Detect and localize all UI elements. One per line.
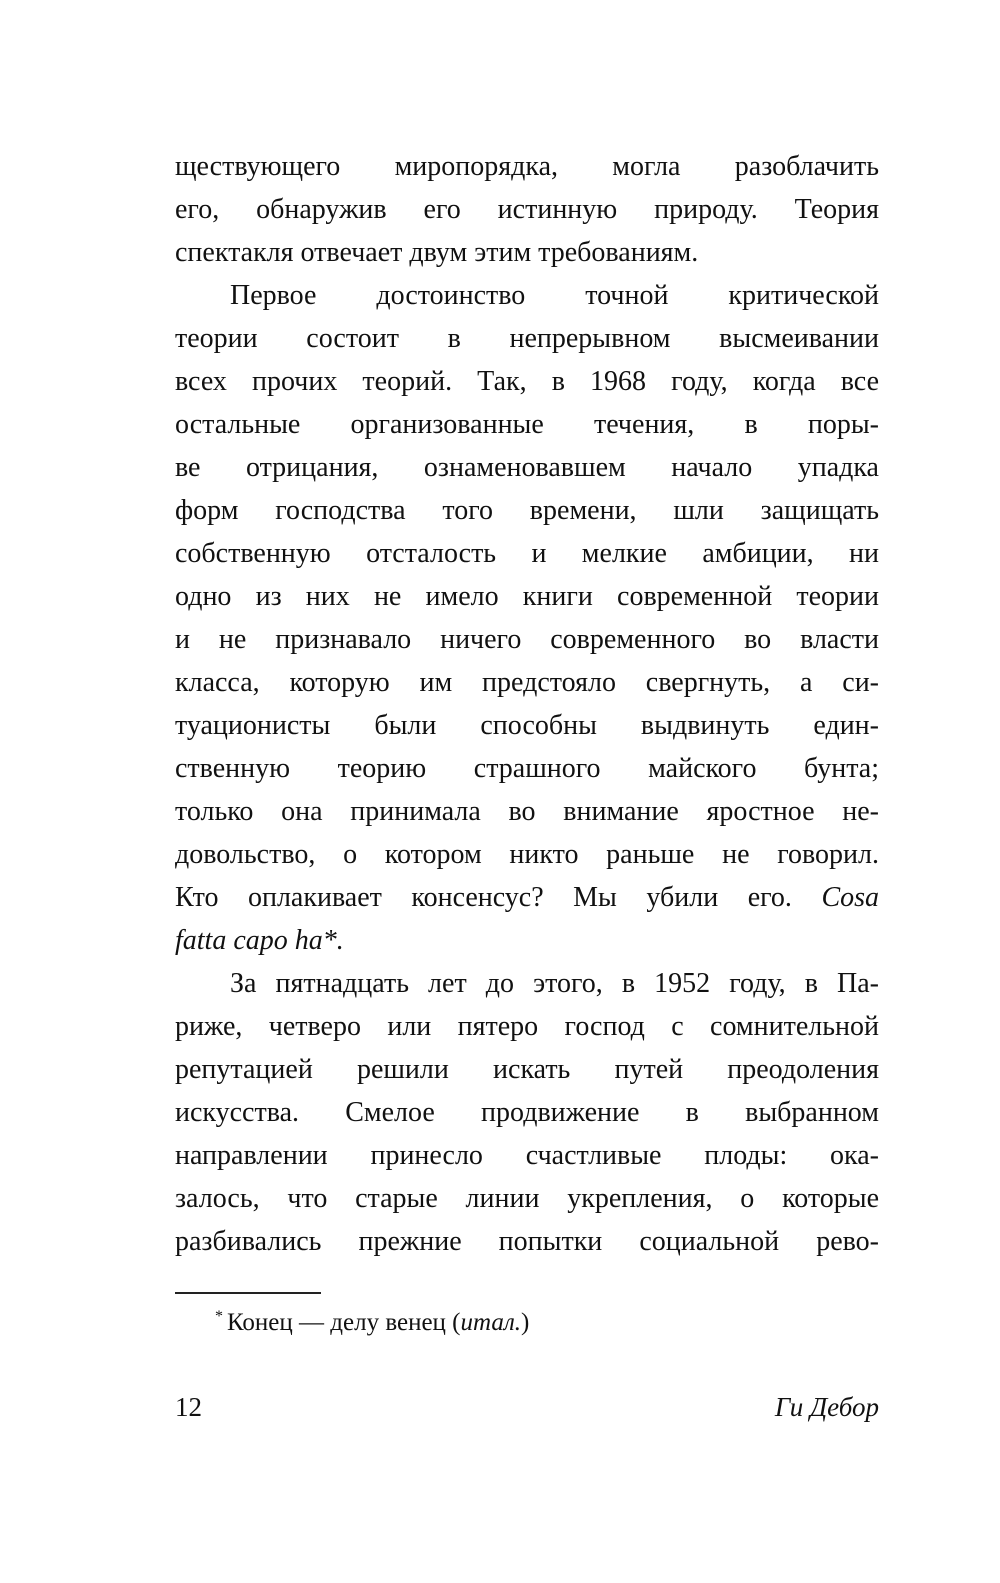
text-line: туационисты были способны выдвинуть един- bbox=[175, 710, 879, 741]
text-line: всех прочих теорий. Так, в 1968 году, когда все bbox=[175, 366, 879, 397]
footnote-marker: * bbox=[215, 1307, 223, 1325]
text-line: репутацией решили искать путей преодоления bbox=[175, 1054, 879, 1085]
text-line: риже, четверо или пятеро господ с сомнительной bbox=[175, 1011, 879, 1042]
text-line: собственную отсталость и мелкие амбиции, ни bbox=[175, 538, 879, 569]
text-line: искусства. Смелое продвижение в выбранном bbox=[175, 1097, 879, 1128]
footnote-source: итал. bbox=[460, 1309, 522, 1336]
text-line: его, обнаружив его истинную природу. Теория bbox=[175, 194, 879, 225]
footnote-divider bbox=[175, 1292, 321, 1294]
text-line: теории состоит в непрерывном высмеивании bbox=[175, 323, 879, 354]
footnote bbox=[175, 1306, 879, 1340]
text-line: класса, которую им предстояло свергнуть, а си- bbox=[175, 667, 879, 698]
running-author: Ги Дебор bbox=[774, 1392, 879, 1422]
text-line: ственную теорию страшного майского бунта; bbox=[175, 753, 879, 784]
text-line: остальные организованные течения, в поры- bbox=[175, 409, 879, 440]
text-line: только она принимала во внимание яростное не- bbox=[175, 796, 879, 827]
text-line: направлении принесло счастливые плоды: ока- bbox=[175, 1140, 879, 1171]
page-footer bbox=[175, 1392, 879, 1423]
text-line: залось, что старые линии укрепления, о которые bbox=[175, 1183, 879, 1214]
text-segment-italic: Cosa bbox=[821, 882, 880, 913]
footnote-text: Конец — делу венец ( bbox=[227, 1309, 461, 1336]
text-segment: Кто оплакивает консенсус? Мы убили его. bbox=[175, 882, 792, 913]
text-line: Первое достоинство точной критической bbox=[230, 280, 879, 311]
text-line: довольство, о котором никто раньше не говорил. bbox=[175, 839, 879, 870]
text-line bbox=[175, 876, 879, 919]
page-number: 12 bbox=[175, 1392, 202, 1422]
text-line: fatta capo ha*. bbox=[175, 925, 344, 956]
paragraph bbox=[175, 274, 879, 962]
body-text bbox=[175, 145, 879, 1263]
text-line: и не признавало ничего современного во власти bbox=[175, 624, 879, 655]
text-line: разбивались прежние попытки социальной рево- bbox=[175, 1226, 879, 1257]
text-line: За пятнадцать лет до этого, в 1952 году, в Па- bbox=[230, 968, 879, 999]
text-line: спектакля отвечает двум этим требованиям. bbox=[175, 237, 699, 268]
text-line: одно из них не имело книги современной теории bbox=[175, 581, 879, 612]
paragraph bbox=[175, 145, 879, 274]
text-line: ве отрицания, ознаменовавшем начало упадка bbox=[175, 452, 879, 483]
text-line: форм господства того времени, шли защищать bbox=[175, 495, 879, 526]
paragraph bbox=[175, 962, 879, 1263]
footnote-close: ) bbox=[521, 1309, 530, 1336]
text-line: ществующего миропорядка, могла разоблачить bbox=[175, 151, 879, 182]
